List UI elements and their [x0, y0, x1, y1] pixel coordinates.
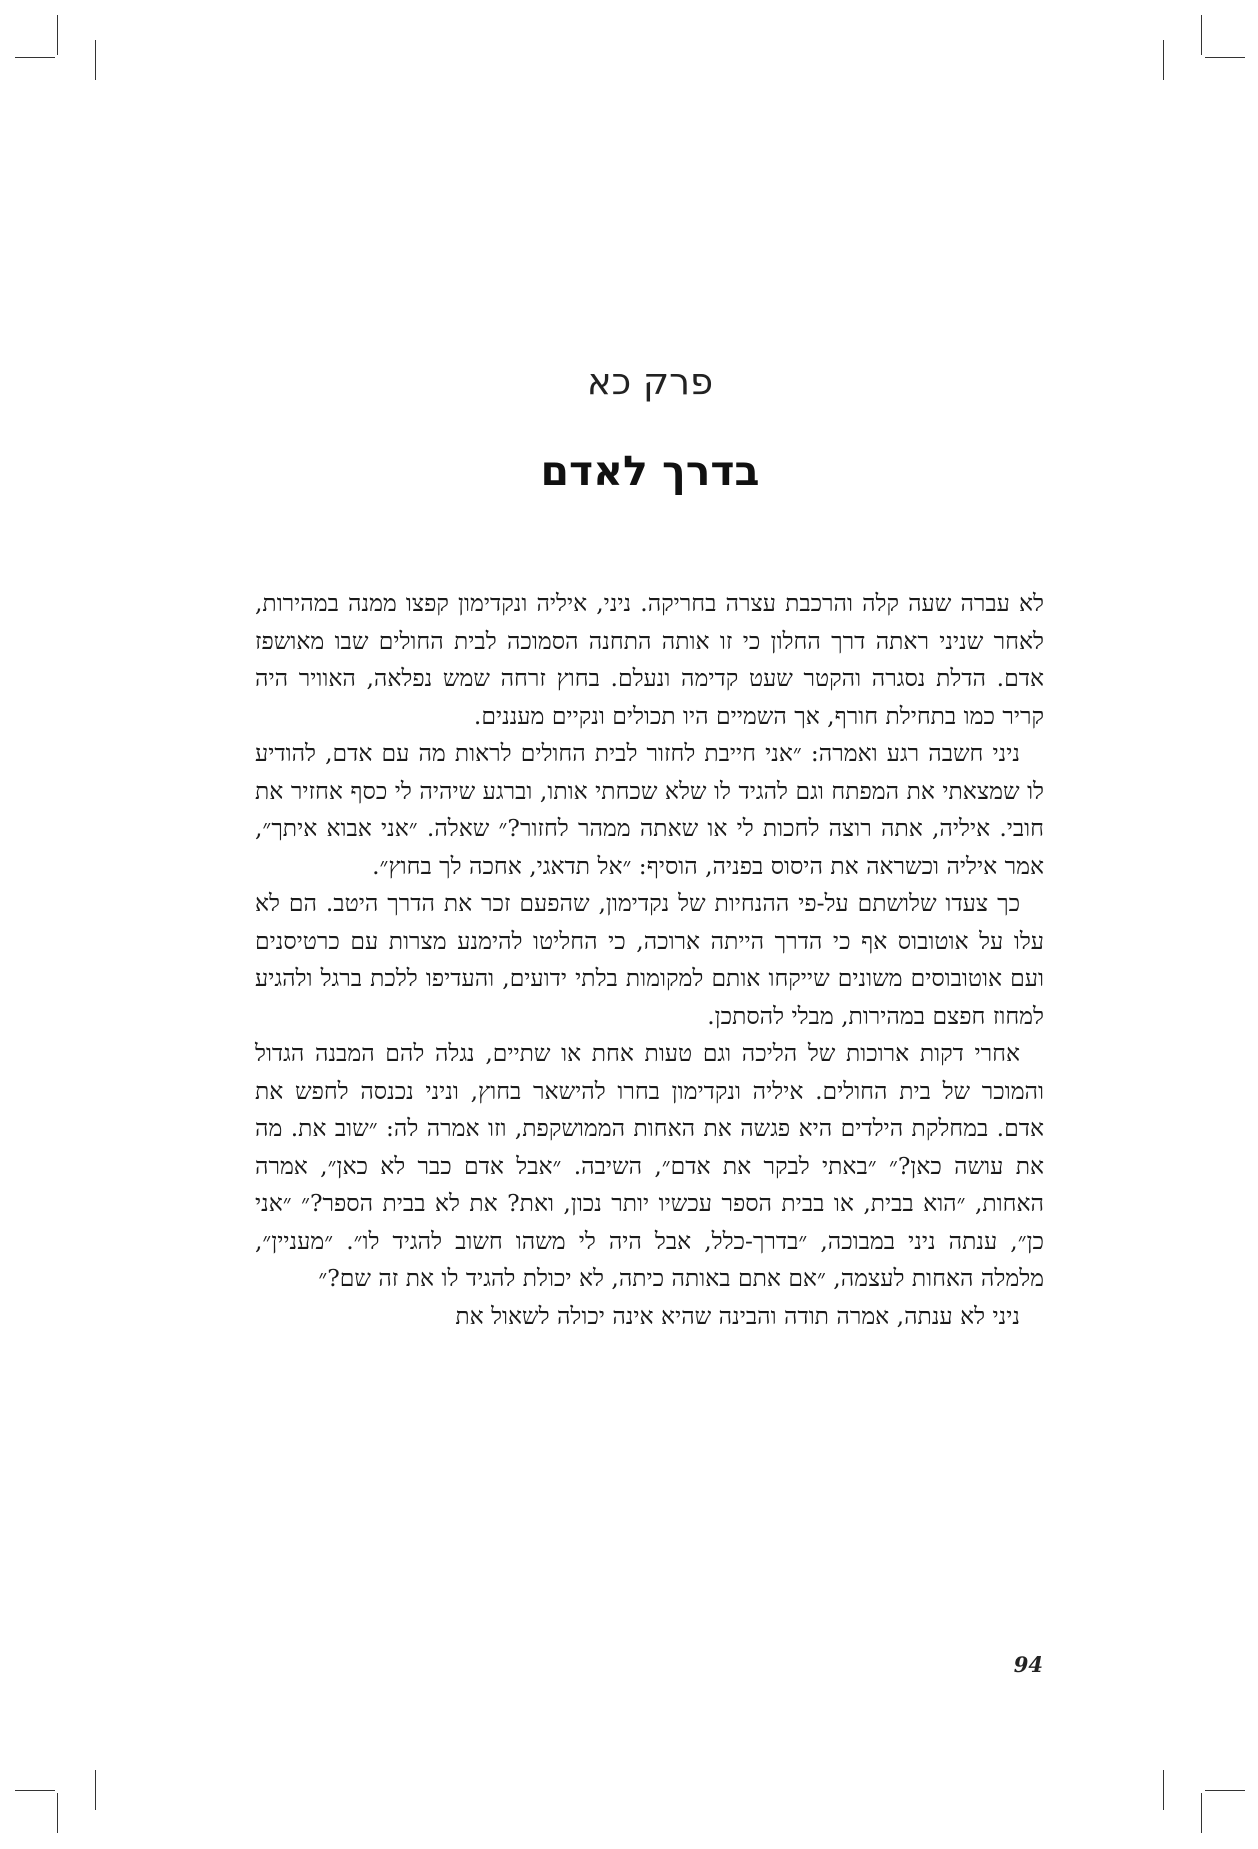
- paragraph-4: אחרי דקות ארוכות של הליכה וגם טעות אחת או שתיים, נגלה להם המבנה הגדול והמוכר של בית החולים. איליה ונקדימון בחרו להישאר בחוץ, וניני נכנסה לחפש את אדם. במחלקת הילדים היא פגשה את האחות הממושקפת, וזו אמרה לה: ״שוב את. מה את עושה כאן?״ ״באתי לבקר את אדם״, השיבה. ״אבל אדם כבר לא כאן״, אמרה האחות, ״הוא בבית, או בבית הספר עכשיו יותר נכון, ואת? את לא בבית הספר?״ ״אני כן״, ענתה ניני במבוכה, ״בדרך-כלל, אבל היה לי משהו חשוב להגיד לו״. ״מעניין״, מלמלה האחות לעצמה, ״אם אתם באותה כיתה, לא יכולת להגיד לו את זה שם?״: [255, 1039, 1044, 1292]
- crop-mark-top-right-v: [1163, 40, 1164, 80]
- chapter-label: פרק כא: [586, 360, 714, 403]
- paragraph-5: ניני לא ענתה, אמרה תודה והבינה שהיא אינה יכולה לשאול את: [455, 1301, 1020, 1330]
- crop-mark-bottom-left-v: [57, 1793, 58, 1833]
- crop-mark-top-right-h: [1205, 57, 1245, 58]
- crop-mark-top-right-v2: [1201, 15, 1202, 55]
- crop-mark-bottom-right-h: [1205, 1790, 1245, 1791]
- crop-mark-top-left-v: [57, 15, 58, 55]
- body-text: [255, 585, 1044, 1335]
- crop-mark-top-left-v2: [95, 40, 96, 80]
- paragraph-3: כך צעדו שלושתם על-פי ההנחיות של נקדימון, שהפעם זכר את הדרך היטב. הם לא עלו על אוטובוס אף כי הדרך הייתה ארוכה, כי החליטו להימנע מצרות עם כרטיסנים ועם אוטובוסים משונים שייקחו אותם למקומות בלתי ידועים, והעדיפו ללכת ברגל ולהגיע למחוז חפצם במהירות, מבלי להסתכן.: [255, 889, 1044, 1030]
- chapter-title: בדרך לאדם: [540, 447, 760, 495]
- crop-mark-bottom-right-v2: [1201, 1793, 1202, 1833]
- crop-mark-top-left-h: [15, 57, 55, 58]
- paragraph-1: לא עברה שעה קלה והרכבת עצרה בחריקה. ניני, איליה ונקדימון קפצו ממנה במהירות, לאחר שניני ראתה דרך החלון כי זו אותה התחנה הסמוכה לבית החולים שבו מאושפז אדם. הדלת נסגרה והקטר שעט קדימה ונעלם. בחוץ זרחה שמש נפלאה, האוויר היה קריר כמו בתחילת חורף, אך השמיים היו תכולים ונקיים מעננים.: [255, 589, 1044, 730]
- paragraph-2: ניני חשבה רגע ואמרה: ״אני חייבת לחזור לבית החולים לראות מה עם אדם, להודיע לו שמצאתי את המפתח וגם להגיד לו שלא שכחתי אותו, וברגע שיהיה לי כסף אחזיר את חובי. איליה, אתה רוצה לחכות לי או שאתה ממהר לחזור?״ שאלה. ״אני אבוא איתך״, אמר איליה וכשראה את היסוס בפניה, הוסיף: ״אל תדאגי, אחכה לך בחוץ״.: [255, 739, 1044, 880]
- page-number: 94: [1013, 1652, 1043, 1677]
- crop-mark-bottom-left-h: [15, 1790, 55, 1791]
- crop-mark-bottom-left-v2: [95, 1770, 96, 1810]
- crop-mark-bottom-right-v: [1163, 1770, 1164, 1810]
